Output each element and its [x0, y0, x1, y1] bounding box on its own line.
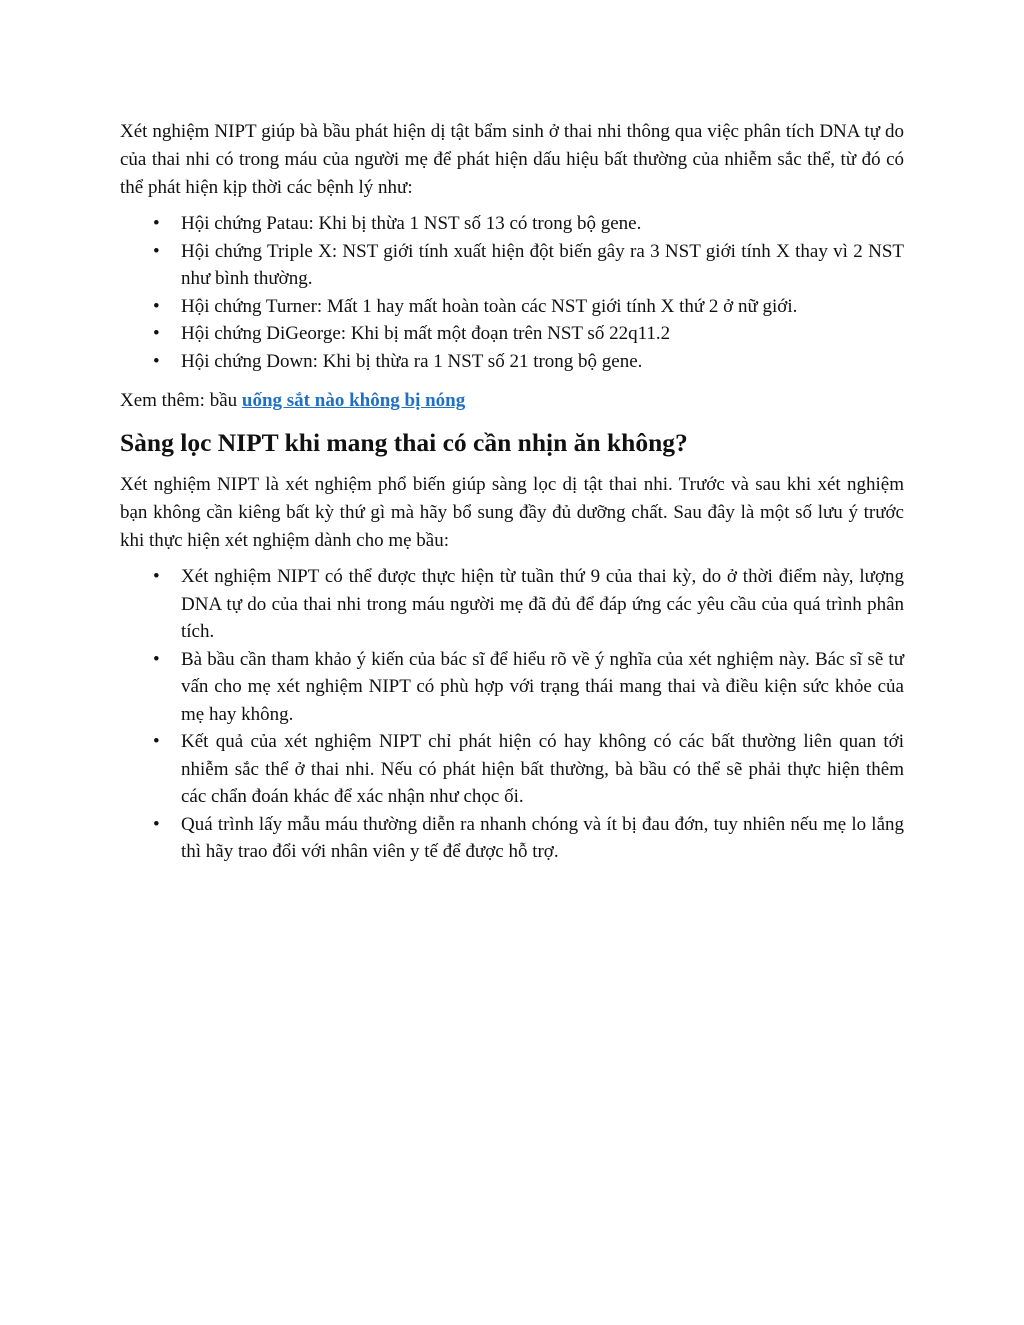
list-item-text: Quá trình lấy mẫu máu thường diễn ra nhanh chóng và ít bị đau đớn, tuy nhiên nếu mẹ lo lắng thì hãy trao đổi với nhân viên y tế để được hỗ trợ. [181, 813, 904, 862]
list-item [120, 293, 904, 321]
list-item [120, 238, 904, 293]
list-item [120, 728, 904, 811]
list-item [120, 348, 904, 376]
list-item-text: Xét nghiệm NIPT có thể được thực hiện từ tuần thứ 9 của thai kỳ, do ở thời điểm này, lượng DNA tự do của thai nhi trong máu người mẹ đã đủ để đáp ứng các yêu cầu của quá trình phân tích. [181, 566, 904, 642]
document-page [120, 118, 904, 866]
list-item [120, 811, 904, 866]
notes-list [120, 563, 904, 866]
bullet-icon: • [153, 240, 160, 262]
list-item-text: Hội chứng Down: Khi bị thừa ra 1 NST số 21 trong bộ gene. [181, 350, 643, 372]
list-item-text: Kết quả của xét nghiệm NIPT chỉ phát hiện có hay không có các bất thường liên quan tới nhiễm sắc thể ở thai nhi. Nếu có phát hiện bất thường, bà bầu có thể sẽ phải thực hiện thêm các chẩn đoán khác để xác nhận như chọc ối. [181, 731, 904, 807]
list-item-text: Hội chứng Patau: Khi bị thừa 1 NST số 13 có trong bộ gene. [181, 213, 642, 234]
bullet-icon: • [153, 648, 160, 670]
bullet-icon: • [153, 213, 160, 234]
syndrome-list [120, 210, 904, 375]
bullet-icon: • [153, 566, 160, 587]
see-also-prefix: Xem thêm: bầu [120, 390, 242, 411]
bullet-icon: • [153, 323, 160, 344]
section-paragraph: Xét nghiệm NIPT là xét nghiệm phổ biến giúp sàng lọc dị tật thai nhi. Trước và sau khi xét nghiệm bạn không cần kiêng bất kỳ thứ gì mà hãy bổ sung đầy đủ dưỡng chất. Sau đây là một số lưu ý trước khi thực hiện xét nghiệm dành cho mẹ bầu: [120, 474, 904, 551]
section-heading: Sàng lọc NIPT khi mang thai có cần nhịn ăn không? [120, 428, 688, 457]
bullet-icon: • [153, 350, 160, 372]
list-item [120, 320, 904, 348]
bullet-icon: • [153, 731, 160, 752]
see-also-link[interactable]: uống sắt nào không bị nóng [241, 390, 466, 411]
list-item-text: Hội chứng Triple X: NST giới tính xuất hiện đột biến gây ra 3 NST giới tính X thay vì 2 NST như bình thường. [181, 240, 904, 289]
see-also-line [120, 387, 904, 415]
bullet-icon: • [153, 295, 160, 317]
intro-paragraph: Xét nghiệm NIPT giúp bà bầu phát hiện dị tật bẩm sinh ở thai nhi thông qua việc phân tích DNA tự do của thai nhi có trong máu của người mẹ để phát hiện dấu hiệu bất thường của nhiễm sắc thể, từ đó có thể phát hiện kịp thời các bệnh lý như: [120, 121, 904, 198]
list-item [120, 646, 904, 729]
list-item-text: Bà bầu cần tham khảo ý kiến của bác sĩ để hiểu rõ về ý nghĩa của xét nghiệm này. Bác sĩ sẽ tư vấn cho mẹ xét nghiệm NIPT có phù hợp với trạng thái mang thai và điều kiện sức khỏe của mẹ hay không. [181, 648, 904, 725]
list-item-text: Hội chứng DiGeorge: Khi bị mất một đoạn trên NST số 22q11.2 [181, 323, 671, 344]
list-item-text: Hội chứng Turner: Mất 1 hay mất hoàn toàn các NST giới tính X thứ 2 ở nữ giới. [181, 295, 798, 317]
bullet-icon: • [153, 813, 160, 835]
list-item [120, 563, 904, 646]
list-item [120, 210, 904, 238]
